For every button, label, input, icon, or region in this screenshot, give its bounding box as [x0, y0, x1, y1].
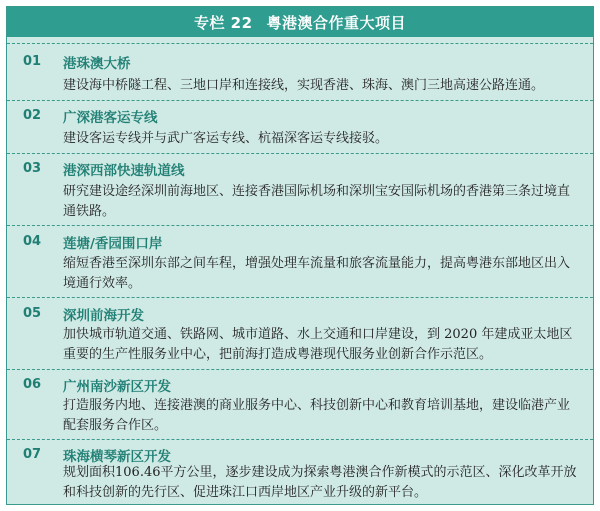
column-label: 专栏 22: [193, 13, 253, 32]
item-description: 缩短香港至深圳东部之间车程，增强处理车流量和旅客流量能力，提高粤港东部地区出入境通行效率。: [63, 256, 571, 291]
item-description: 打造服务内地、连接港澳的商业服务中心、科技创新中心和教育培训基地，建设临港产业配套服务合作区。: [63, 398, 571, 433]
separator: [7, 100, 593, 101]
item-number: 06: [23, 377, 42, 392]
item-description: 建设客运专线并与武广客运专线、杭福深客运专线接驳。: [63, 131, 389, 146]
separator: [7, 43, 593, 44]
separator: [7, 369, 593, 370]
item-title: 广州南沙新区开发: [63, 379, 171, 395]
item-description: 研究建设途经深圳前海地区、连接香港国际机场和深圳宝安国际机场的香港第三条过境直通铁路。: [63, 184, 571, 219]
item-number: 05: [23, 306, 42, 321]
item-description: 规划面积106.46平方公里，逐步建设成为探索粤港澳合作新模式的示范区、深化改革开放和科技创新的先行区、促进珠江口西岸地区产业升级的新平台。: [63, 465, 577, 500]
item-title: 港珠澳大桥: [63, 56, 131, 72]
separator: [7, 297, 593, 298]
item-description: 加快城市轨道交通、铁路网、城市道路、水上交通和口岸建设，到 2020 年建成亚太地区重要的生产性服务业中心，把前海打造成粤港现代服务业创新合作示范区。: [63, 327, 573, 362]
column-title: 粤港澳合作重大项目: [266, 13, 407, 32]
item-title: 莲塘/香园围口岸: [63, 236, 163, 252]
separator: [7, 439, 593, 440]
item-title: 珠海横琴新区开发: [63, 449, 171, 465]
separator: [7, 225, 593, 226]
item-number: 01: [23, 54, 42, 69]
item-number: 07: [23, 447, 42, 462]
project-column-box: [6, 6, 594, 505]
separator: [7, 153, 593, 154]
item-number: 03: [23, 161, 42, 176]
item-description: 建设海中桥隧工程、三地口岸和连接线，实现香港、珠海、澳门三地高速公路连通。: [63, 78, 545, 93]
item-title: 深圳前海开发: [63, 308, 144, 324]
column-header: [7, 7, 593, 37]
item-title: 港深西部快速轨道线: [63, 163, 185, 179]
item-number: 02: [23, 108, 42, 123]
item-title: 广深港客运专线: [63, 110, 158, 126]
item-number: 04: [23, 234, 42, 249]
